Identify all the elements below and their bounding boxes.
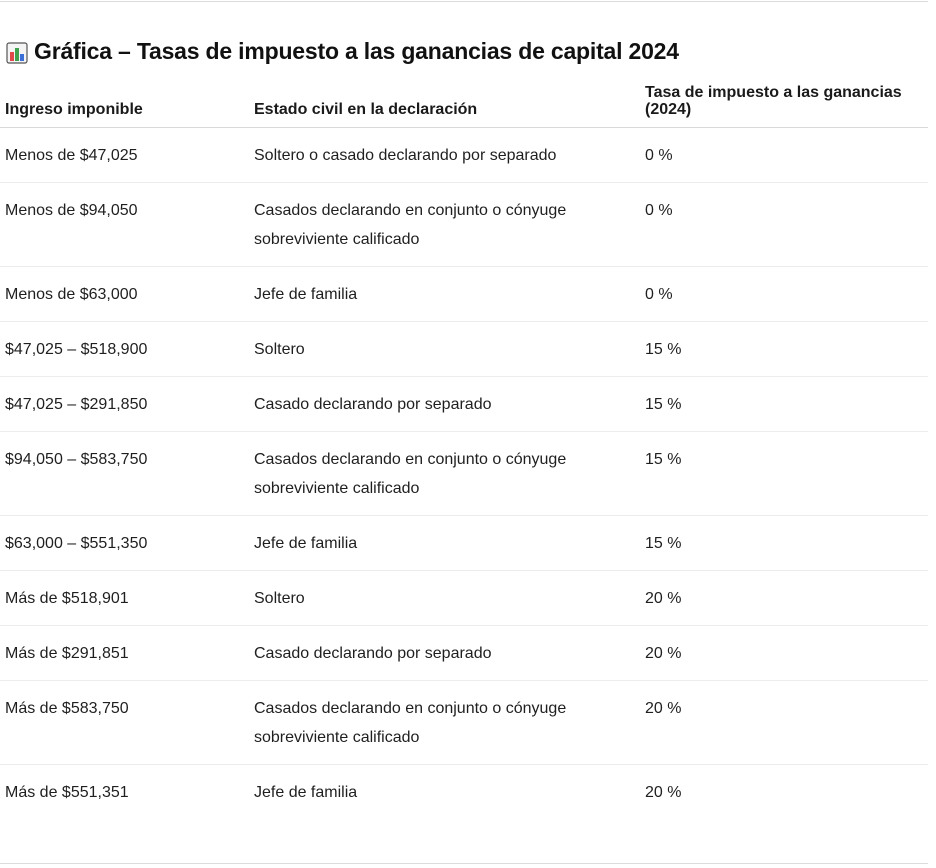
cell-taxable-income: $94,050 – $583,750 xyxy=(0,432,249,516)
cell-taxable-income: Más de $518,901 xyxy=(0,571,249,626)
table-body xyxy=(0,128,928,820)
cell-tax-rate: 0 % xyxy=(640,267,928,322)
cell-filing-status: Casados declarando en conjunto o cónyuge sobreviviente calificado xyxy=(249,432,640,516)
icon-bar-green xyxy=(15,48,19,61)
table-row xyxy=(0,516,928,571)
table-row xyxy=(0,377,928,432)
cell-taxable-income: $47,025 – $518,900 xyxy=(0,322,249,377)
icon-bar-red xyxy=(10,52,14,61)
table-header xyxy=(0,80,928,128)
top-divider xyxy=(0,1,928,2)
cell-filing-status: Soltero o casado declarando por separado xyxy=(249,128,640,183)
cell-filing-status: Casado declarando por separado xyxy=(249,377,640,432)
header-taxable-income: Ingreso imponible xyxy=(0,80,249,128)
cell-filing-status: Jefe de familia xyxy=(254,784,358,801)
cell-tax-rate: 15 % xyxy=(640,516,928,571)
table-row xyxy=(0,128,928,183)
cell-taxable-income: $47,025 – $291,850 xyxy=(0,377,249,432)
page-title xyxy=(6,38,679,65)
bottom-divider xyxy=(0,863,928,864)
header-tax-rate: Tasa de impuesto a las ganancias (2024) xyxy=(640,80,928,128)
table-row xyxy=(0,765,928,820)
icon-bar-blue xyxy=(20,54,24,61)
cell-tax-rate: 15 % xyxy=(640,322,928,377)
table-row xyxy=(0,183,928,267)
page-title-text: Gráfica – Tasas de impuesto a las ganancias de capital 2024 xyxy=(34,38,679,64)
cell-filing-status: Jefe de familia xyxy=(249,267,640,322)
table-row xyxy=(0,626,928,681)
header-row xyxy=(0,80,928,128)
cell-taxable-income: Más de $551,351 xyxy=(5,784,129,801)
bar-chart-icon xyxy=(6,42,28,64)
table-row xyxy=(0,267,928,322)
cell-tax-rate: 15 % xyxy=(640,432,928,516)
cell-taxable-income: $63,000 – $551,350 xyxy=(0,516,249,571)
capital-gains-rates-table xyxy=(0,80,928,819)
cell-tax-rate: 20 % xyxy=(640,626,928,681)
table-row xyxy=(0,681,928,765)
cell-taxable-income: Más de $291,851 xyxy=(0,626,249,681)
cell-filing-status: Casados declarando en conjunto o cónyuge sobreviviente calificado xyxy=(249,183,640,267)
cell-filing-status: Casados declarando en conjunto o cónyuge sobreviviente calificado xyxy=(249,681,640,765)
cell-tax-rate: 20 % xyxy=(640,681,928,765)
table-row xyxy=(0,571,928,626)
cell-filing-status: Jefe de familia xyxy=(249,516,640,571)
cell-taxable-income: Menos de $47,025 xyxy=(0,128,249,183)
table-row xyxy=(0,432,928,516)
cell-tax-rate: 20 % xyxy=(640,571,928,626)
cell-tax-rate: 0 % xyxy=(640,183,928,267)
cell-filing-status: Casado declarando por separado xyxy=(249,626,640,681)
header-filing-status: Estado civil en la declaración xyxy=(249,80,640,128)
cell-tax-rate: 20 % xyxy=(645,784,682,801)
table-row xyxy=(0,322,928,377)
cell-taxable-income: Menos de $94,050 xyxy=(0,183,249,267)
cell-filing-status: Soltero xyxy=(249,571,640,626)
cell-taxable-income: Más de $583,750 xyxy=(0,681,249,765)
cell-filing-status: Soltero xyxy=(249,322,640,377)
cell-taxable-income: Menos de $63,000 xyxy=(0,267,249,322)
cell-tax-rate: 0 % xyxy=(640,128,928,183)
cell-tax-rate: 15 % xyxy=(640,377,928,432)
